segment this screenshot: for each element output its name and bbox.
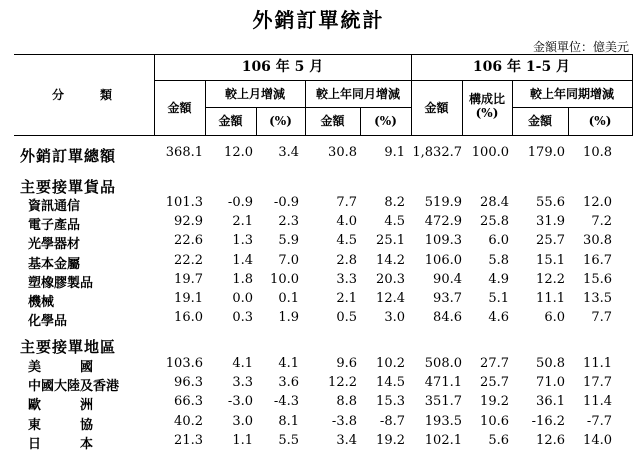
row-value: 22.6 [174, 233, 203, 249]
row-value: 15.1 [536, 252, 565, 268]
row-value: 10.2 [376, 356, 405, 371]
divider [205, 107, 411, 108]
row-value: 16.7 [583, 252, 612, 268]
row-value: -0.9 [227, 195, 253, 210]
row-value: 15.6 [583, 271, 612, 287]
row-value: 3.0 [232, 413, 253, 429]
row-value: 4.9 [488, 271, 509, 287]
row-value: 0.0 [232, 291, 253, 306]
header-mom-amount: 金額 [218, 114, 243, 128]
header-period-cum: 106 年 1-5 月 [472, 59, 571, 75]
row-value: 5.6 [488, 432, 509, 448]
row-value: -4.3 [273, 394, 299, 410]
row-label: 日 本 [28, 436, 94, 452]
row-value: 50.8 [536, 356, 565, 371]
table-row [0, 414, 637, 434]
row-value: 0.3 [232, 310, 253, 326]
row-value: 8.2 [384, 195, 405, 210]
row-value: 12.2 [328, 375, 357, 391]
table-row [0, 310, 637, 330]
header-ytd-yoy: 較上年同期增減 [529, 87, 614, 101]
row-value: 3.3 [232, 375, 253, 391]
section-heading [0, 176, 637, 196]
header-bottom-rule [14, 135, 633, 136]
row-value: 16.0 [174, 310, 203, 326]
row-label: 東 協 [28, 417, 94, 433]
row-value: 90.4 [433, 271, 462, 287]
row-value: 3.6 [278, 375, 299, 391]
row-value: 2.3 [278, 214, 299, 230]
row-value: 30.8 [583, 233, 612, 249]
row-value: 1.1 [232, 432, 253, 448]
row-value: 93.7 [433, 291, 462, 306]
row-value: 17.7 [583, 375, 612, 391]
row-label: 化學品 [28, 314, 68, 330]
row-value: 3.0 [384, 310, 405, 326]
table-row [0, 291, 637, 311]
row-value: 25.7 [536, 233, 565, 249]
row-value: 8.1 [278, 413, 299, 429]
row-value: 5.1 [488, 291, 509, 306]
table-row [0, 375, 637, 395]
row-value: 7.7 [591, 310, 612, 326]
row-value: 10.0 [270, 271, 299, 287]
row-value: 1.9 [278, 310, 299, 326]
divider [512, 107, 633, 108]
row-value: 5.9 [278, 233, 299, 249]
row-value: 1.8 [232, 271, 253, 287]
row-value: 9.6 [336, 356, 357, 371]
header-ytd-amount: 金額 [527, 114, 552, 128]
row-label: 歐 洲 [28, 398, 94, 414]
row-value: 2.1 [232, 214, 253, 230]
row-value: 25.1 [376, 233, 405, 249]
row-value: 19.2 [480, 394, 509, 410]
row-label: 主要接單貨品 [20, 178, 117, 196]
row-value: 66.3 [174, 394, 203, 410]
row-value: 193.5 [424, 413, 462, 429]
row-value: 2.8 [336, 252, 357, 268]
row-value: 92.9 [174, 214, 203, 230]
row-value: 8.8 [336, 394, 357, 410]
divider [632, 54, 633, 136]
row-label: 光學器材 [28, 237, 81, 253]
row-value: 14.5 [376, 375, 405, 391]
row-value: 4.1 [278, 356, 299, 371]
row-value: 179.0 [527, 145, 565, 160]
row-value: 472.9 [424, 214, 462, 230]
row-value: 3.3 [336, 271, 357, 287]
header-top-rule [14, 54, 633, 55]
header-cum-amount: 金額 [424, 101, 449, 115]
row-value: 4.5 [336, 233, 357, 249]
row-value: 19.7 [174, 271, 203, 287]
row-value: 11.1 [536, 291, 565, 306]
row-value: 14.0 [583, 432, 612, 448]
table-row [0, 195, 637, 215]
header-amount: 金額 [167, 101, 192, 115]
row-label: 基本金屬 [28, 256, 81, 272]
row-value: 22.2 [174, 252, 203, 268]
page-title: 外銷訂單統計 [252, 8, 385, 32]
row-label: 塑橡膠製品 [28, 275, 94, 291]
header-period-month: 106 年 5 月 [241, 59, 324, 75]
header-mom: 較上月增減 [224, 87, 285, 101]
row-value: 6.0 [544, 310, 565, 326]
header-mom-pct: (%) [269, 114, 292, 128]
table-row [0, 272, 637, 292]
row-value: 1,832.7 [412, 145, 462, 160]
row-value: 31.9 [536, 214, 565, 230]
header-yoy: 較上年同月增減 [315, 87, 400, 101]
row-value: 4.1 [232, 356, 253, 371]
row-label: 中國大陸及香港 [28, 379, 120, 395]
row-value: 21.3 [174, 432, 203, 448]
row-value: 11.1 [583, 356, 612, 371]
unit-note: 金額單位：億美元 [532, 40, 629, 54]
row-label: 主要接單地區 [20, 338, 117, 356]
row-value: 25.7 [480, 375, 509, 391]
row-value: 368.1 [165, 145, 203, 160]
row-value: 5.5 [278, 432, 299, 448]
row-value: 71.0 [536, 375, 565, 391]
row-value: 19.1 [174, 291, 203, 306]
row-value: 0.1 [278, 291, 299, 306]
row-value: 101.3 [165, 195, 203, 210]
row-value: 40.2 [174, 413, 203, 429]
row-value: 28.4 [480, 195, 509, 210]
row-value: 7.7 [336, 195, 357, 210]
header-share: 構成比 (%) [468, 92, 505, 120]
row-value: 109.3 [424, 233, 462, 249]
row-value: 0.5 [336, 310, 357, 326]
row-value: 20.3 [376, 271, 405, 287]
row-value: 27.7 [480, 356, 509, 371]
row-value: 10.8 [583, 145, 612, 160]
row-label: 美 國 [28, 360, 94, 375]
row-value: 471.1 [424, 375, 462, 391]
row-value: 6.0 [488, 233, 509, 249]
row-value: 2.1 [336, 291, 357, 306]
row-value: 12.4 [376, 291, 405, 306]
row-value: -3.8 [331, 413, 357, 429]
table-row [0, 214, 637, 234]
row-value: 84.6 [433, 310, 462, 326]
row-value: 19.2 [376, 432, 405, 448]
row-value: 7.2 [591, 214, 612, 230]
table-row [0, 433, 637, 453]
row-value: 10.6 [480, 413, 509, 429]
row-value: 55.6 [536, 195, 565, 210]
row-value: 30.8 [328, 145, 357, 160]
row-value: 25.8 [480, 214, 509, 230]
row-value: 12.0 [224, 145, 253, 160]
row-label: 資訊通信 [28, 199, 81, 214]
row-value: 102.1 [424, 432, 462, 448]
row-value: 12.6 [536, 432, 565, 448]
header-ytd-pct: (%) [588, 114, 612, 128]
row-value: 15.3 [376, 394, 405, 410]
row-value: 1.4 [232, 252, 253, 268]
row-value: 11.4 [583, 394, 612, 410]
row-value: 4.5 [384, 214, 405, 230]
row-label: 外銷訂單總額 [20, 147, 117, 165]
row-value: 12.2 [536, 271, 565, 287]
row-value: 351.7 [424, 394, 462, 410]
row-value: 7.0 [278, 252, 299, 268]
table-row [0, 356, 637, 376]
table-row [0, 394, 637, 414]
table-row [0, 145, 637, 165]
header-yoy-amount: 金額 [320, 114, 345, 128]
row-value: 13.5 [583, 291, 612, 306]
row-value: 4.6 [488, 310, 509, 326]
row-value: -16.2 [531, 413, 565, 429]
table-row [0, 253, 637, 273]
row-value: 106.0 [424, 252, 462, 268]
row-label: 機械 [28, 295, 55, 310]
row-value: 4.0 [336, 214, 357, 230]
row-value: 5.8 [488, 252, 509, 268]
row-value: 96.3 [174, 375, 203, 391]
row-label: 電子產品 [28, 218, 81, 234]
row-value: 14.2 [376, 252, 405, 268]
divider [154, 80, 633, 81]
row-value: 508.0 [424, 356, 462, 371]
header-category: 分 類 [51, 88, 116, 102]
row-value: 100.0 [471, 145, 509, 160]
row-value: 12.0 [583, 195, 612, 210]
row-value: 1.3 [232, 233, 253, 249]
row-value: -8.7 [379, 413, 405, 429]
row-value: -3.0 [227, 394, 253, 410]
row-value: 9.1 [384, 145, 405, 160]
header-yoy-pct: (%) [374, 114, 397, 128]
row-value: 103.6 [165, 356, 203, 371]
row-value: -0.9 [273, 195, 299, 210]
section-heading [0, 336, 637, 356]
row-value: 519.9 [424, 195, 462, 210]
row-value: 3.4 [336, 432, 357, 448]
table-row [0, 233, 637, 253]
row-value: 36.1 [536, 394, 565, 410]
row-value: 3.4 [278, 145, 299, 160]
row-value: -7.7 [586, 413, 612, 429]
